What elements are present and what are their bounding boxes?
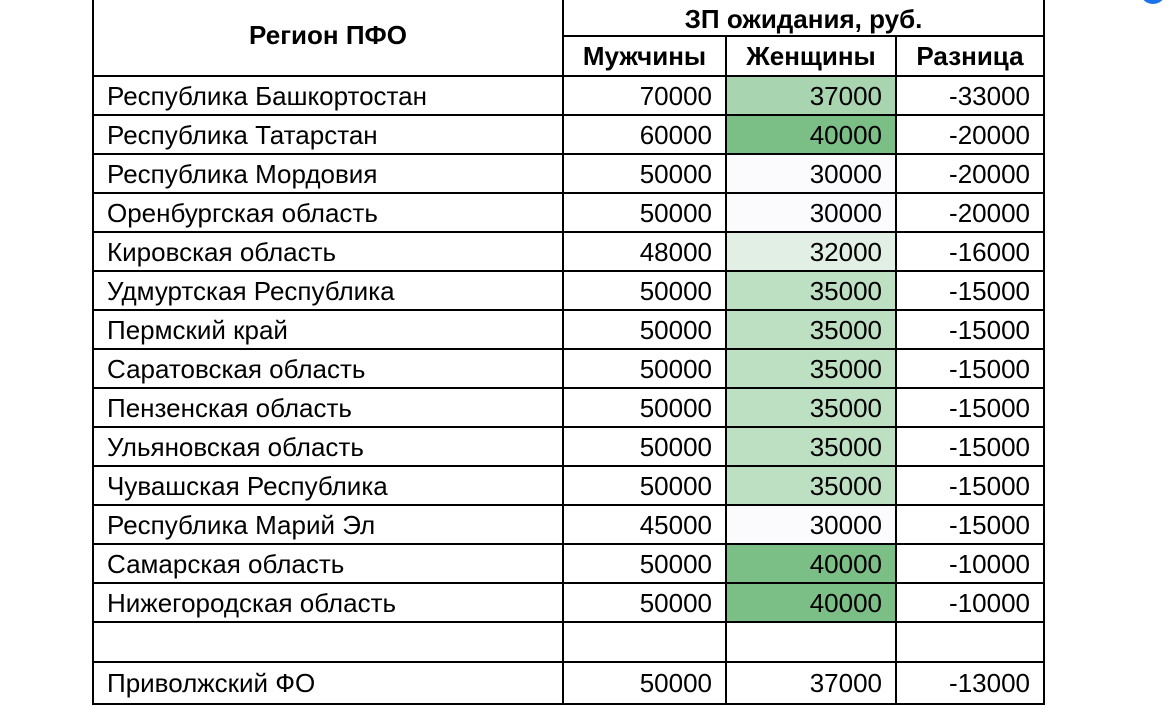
difference-cell: -33000 — [896, 76, 1044, 115]
women-salary-cell: 32000 — [726, 232, 896, 271]
women-salary-cell: 35000 — [726, 466, 896, 505]
difference-column-header: Разница — [896, 36, 1044, 76]
table-row — [93, 76, 1044, 115]
difference-cell: -15000 — [896, 271, 1044, 310]
region-cell: Пензенская область — [93, 388, 563, 427]
region-cell: Саратовская область — [93, 349, 563, 388]
table-row — [93, 115, 1044, 154]
table-row — [93, 271, 1044, 310]
table-row — [93, 583, 1044, 622]
men-column-header: Мужчины — [563, 36, 726, 76]
difference-cell: -16000 — [896, 232, 1044, 271]
region-column-header: Регион ПФО — [93, 0, 563, 76]
table-row — [93, 232, 1044, 271]
total-row — [93, 662, 1044, 704]
difference-cell: -15000 — [896, 427, 1044, 466]
region-cell: Республика Мордовия — [93, 154, 563, 193]
empty-cell — [896, 622, 1044, 662]
women-salary-cell: 30000 — [726, 193, 896, 232]
difference-cell: -10000 — [896, 583, 1044, 622]
total-region-cell: Приволжский ФО — [93, 662, 563, 704]
table-row — [93, 154, 1044, 193]
difference-cell: -20000 — [896, 115, 1044, 154]
difference-cell: -20000 — [896, 154, 1044, 193]
table-row — [93, 310, 1044, 349]
table-row — [93, 505, 1044, 544]
men-salary-cell: 50000 — [563, 466, 726, 505]
difference-cell: -15000 — [896, 310, 1044, 349]
empty-cell — [93, 622, 563, 662]
difference-cell: -15000 — [896, 505, 1044, 544]
men-salary-cell: 50000 — [563, 193, 726, 232]
difference-cell: -15000 — [896, 388, 1044, 427]
women-salary-cell: 35000 — [726, 310, 896, 349]
difference-cell: -10000 — [896, 544, 1044, 583]
men-salary-cell: 50000 — [563, 427, 726, 466]
region-cell: Республика Марий Эл — [93, 505, 563, 544]
women-salary-cell: 35000 — [726, 349, 896, 388]
women-salary-cell: 30000 — [726, 154, 896, 193]
region-cell: Пермский край — [93, 310, 563, 349]
women-salary-cell: 40000 — [726, 544, 896, 583]
men-salary-cell: 50000 — [563, 154, 726, 193]
table-row — [93, 349, 1044, 388]
difference-cell: -15000 — [896, 466, 1044, 505]
difference-cell: -20000 — [896, 193, 1044, 232]
men-salary-cell: 60000 — [563, 115, 726, 154]
total-women-cell: 37000 — [726, 662, 896, 704]
table-row — [93, 388, 1044, 427]
men-salary-cell: 50000 — [563, 583, 726, 622]
women-salary-cell: 35000 — [726, 388, 896, 427]
region-cell: Самарская область — [93, 544, 563, 583]
men-salary-cell: 50000 — [563, 349, 726, 388]
men-salary-cell: 50000 — [563, 310, 726, 349]
salary-group-header: ЗП ожидания, руб. — [563, 0, 1044, 36]
empty-row — [93, 622, 1044, 662]
corner-indicator — [1140, 0, 1166, 4]
total-men-cell: 50000 — [563, 662, 726, 704]
women-salary-cell: 40000 — [726, 583, 896, 622]
region-cell: Республика Татарстан — [93, 115, 563, 154]
men-salary-cell: 50000 — [563, 544, 726, 583]
men-salary-cell: 48000 — [563, 232, 726, 271]
region-cell: Кировская область — [93, 232, 563, 271]
women-salary-cell: 35000 — [726, 271, 896, 310]
region-cell: Нижегородская область — [93, 583, 563, 622]
women-salary-cell: 35000 — [726, 427, 896, 466]
empty-cell — [726, 622, 896, 662]
men-salary-cell: 50000 — [563, 388, 726, 427]
men-salary-cell: 70000 — [563, 76, 726, 115]
table-row — [93, 466, 1044, 505]
salary-expectations-table — [92, 0, 1045, 705]
table-row — [93, 193, 1044, 232]
women-salary-cell: 37000 — [726, 76, 896, 115]
region-cell: Чувашская Республика — [93, 466, 563, 505]
table-row — [93, 427, 1044, 466]
difference-cell: -15000 — [896, 349, 1044, 388]
region-cell: Ульяновская область — [93, 427, 563, 466]
women-salary-cell: 40000 — [726, 115, 896, 154]
men-salary-cell: 45000 — [563, 505, 726, 544]
women-salary-cell: 30000 — [726, 505, 896, 544]
total-difference-cell: -13000 — [896, 662, 1044, 704]
empty-cell — [563, 622, 726, 662]
table-row — [93, 544, 1044, 583]
region-cell: Оренбургская область — [93, 193, 563, 232]
region-cell: Удмуртская Республика — [93, 271, 563, 310]
men-salary-cell: 50000 — [563, 271, 726, 310]
women-column-header: Женщины — [726, 36, 896, 76]
table-body — [93, 76, 1044, 704]
region-cell: Республика Башкортостан — [93, 76, 563, 115]
